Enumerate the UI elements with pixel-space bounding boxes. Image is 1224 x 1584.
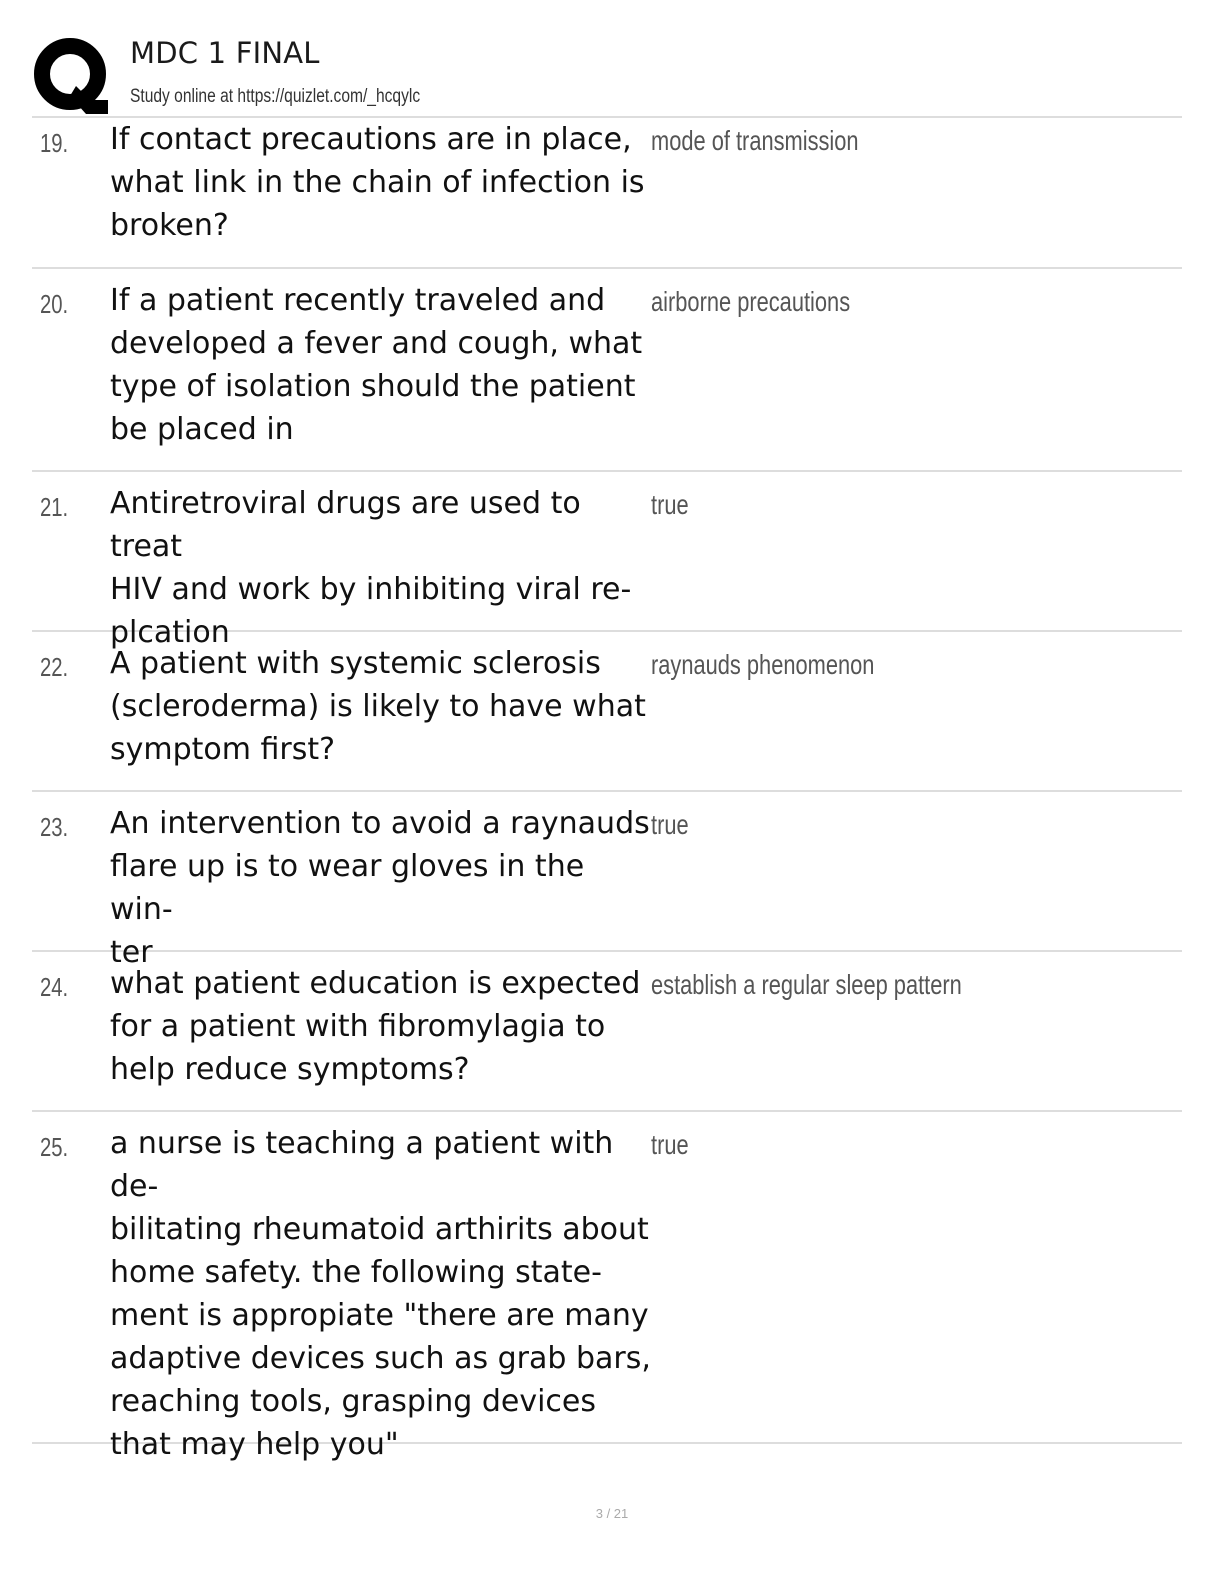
card-term: A patient with systemic sclerosis (scleroderma) is likely to have what symptom first? — [110, 646, 646, 767]
flashcard-list — [32, 118, 1182, 1462]
card-term: If a patient recently traveled and developed a fever and cough, what type of isolation should the patient be placed in — [110, 283, 643, 447]
page-header — [32, 30, 1182, 116]
card-number: 19. — [40, 128, 69, 158]
flashcard-25 — [32, 1112, 1182, 1462]
flashcard-24 — [32, 952, 1182, 1112]
card-definition: establish a regular sleep pattern — [651, 969, 962, 1000]
study-online-link[interactable]: Study online at https://quizlet.com/_hcqylc — [130, 86, 421, 107]
card-term: what patient education is expected for a patient with fibromylagia to help reduce symptoms? — [110, 966, 641, 1087]
card-number: 20. — [40, 289, 69, 319]
flashcard-21 — [32, 472, 1182, 650]
document-title: MDC 1 FINAL — [130, 36, 320, 70]
card-number: 24. — [40, 972, 69, 1002]
card-definition: true — [651, 809, 689, 840]
flashcard-19 — [32, 118, 1182, 269]
card-number: 22. — [40, 652, 69, 682]
card-number: 25. — [40, 1132, 69, 1162]
card-definition: mode of transmission — [651, 125, 859, 156]
card-term: Antiretroviral drugs are used to treat HIV and work by inhibiting viral re- plcation — [110, 486, 632, 650]
quizlet-logo-icon — [32, 36, 112, 116]
card-term: An intervention to avoid a raynauds flare up is to wear gloves in the win- ter — [110, 806, 650, 970]
flashcard-20 — [32, 269, 1182, 472]
flashcard-23 — [32, 792, 1182, 970]
flashcard-22 — [32, 632, 1182, 792]
card-definition: raynauds phenomenon — [651, 649, 875, 680]
card-number: 23. — [40, 812, 69, 842]
card-definition: true — [651, 1129, 689, 1160]
page-number: 3 / 21 — [595, 1506, 629, 1521]
card-term: a nurse is teaching a patient with de- bilitating rheumatoid arthirits about home safety. the following state- ment is appropiate "there are many adaptive devices such as grab bars, reaching tools, grasping devices that may help you" — [110, 1126, 651, 1462]
card-number: 21. — [40, 492, 69, 522]
card-definition: airborne precautions — [651, 286, 851, 317]
card-definition: true — [651, 489, 689, 520]
card-term: If contact precautions are in place, what link in the chain of infection is broken? — [110, 122, 645, 243]
